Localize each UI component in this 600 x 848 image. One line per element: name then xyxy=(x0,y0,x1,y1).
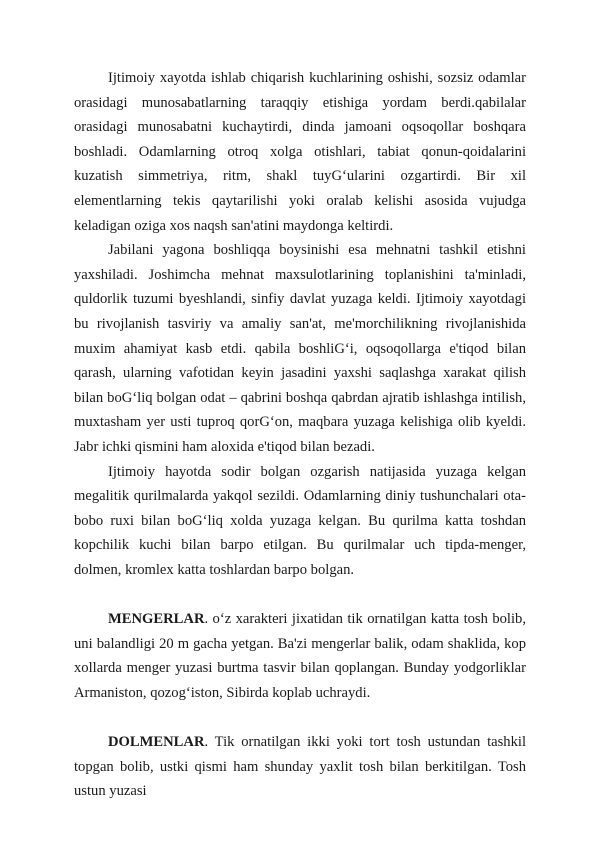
paragraph-text: Ijtimoiy hayotda sodir bolgan ozgarish natijasida yuzaga kelgan megalitik qurilmalarda yakqol sezildi. Odamlarning diniy tushunchalari ota-bobo ruxi bilan boG‘liq xolda yuzaga kelgan. Bu qurilma katta toshdan kopchilik kuchi bilan barpo etilgan. Bu qurilmalar uch tipda-menger, dolmen, kromlex katta toshlardan barpo bolgan. xyxy=(74,463,526,578)
paragraph-text: Jabilani yagona boshliqqa boysinishi esa mehnatni tashkil etishni yaxshiladi. Joshimcha mehnat maxsulotlarining toplanishini ta'minladi, quldorlik tuzumi byeshlandi, sinfiy davlat yuzaga keldi. Ijtimoiy xayotdagi bu rivojlanish tasviriy va amaliy san'at, me'morchilikning rivojlanishida muxim ahamiyat kasb etdi. qabila boshliG‘i, oqsoqollarga e'tiqod bilan qarash, ularning vafotidan keyin jasadini yaxshi saqlashga xarakat qilish bilan boG‘liq bolgan odat – qabrini boshqa qabrdan ajratib ishlashga intilish, muxtasham yer usti tuproq qorG‘on, maqbara yuzaga kelishiga olib kyeldi. Jabr ichki qismini ham aloxida e'tiqod bilan bezadi. xyxy=(74,242,526,455)
paragraph-megalithic xyxy=(74,460,526,583)
paragraph-tribal-leader xyxy=(74,238,526,459)
section-text: . o‘z xarakteri jixatidan tik ornatilgan katta tosh bolib, uni balandligi 20 m gacha yetgan. Ba'zi mengerlar balik, odam shaklida, kop xollarda menger yuzasi burtma tasvir bilan qoplangan. Bunday yodgorliklar Armaniston, qozog‘iston, Sibirda koplab uchraydi. xyxy=(74,611,526,701)
document-body xyxy=(74,66,526,804)
section-menhirs xyxy=(74,607,526,705)
section-dolmens xyxy=(74,730,526,804)
section-heading-dolmens: DOLMENLAR xyxy=(108,734,205,751)
section-spacer xyxy=(74,582,526,607)
paragraph-social-life xyxy=(74,66,526,238)
section-text: . Tik ornatilgan ikki yoki tort tosh ustundan tashkil topgan bolib, ustki qismi ham shunday yaxlit tosh bilan berkitilgan. Tosh ustun yuzasi xyxy=(74,734,526,800)
paragraph-text: Ijtimoiy xayotda ishlab chiqarish kuchlarining oshishi, sozsiz odamlar orasidagi munosabatlarning taraqqiy etishiga yordam berdi.qabilalar orasidagi munosabatni kuchaytirdi, dinda jamoani oqsoqollar boshqara boshladi. Odamlarning otroq xolga otishlari, tabiat qonun-qoidalarini kuzatish simmetriya, ritm, shakl tuyG‘ularini ozgartirdi. Bir xil elementlarning tekis qaytarilishi yoki oralab kelishi asosida vujudga keladigan oziga xos naqsh san'atini maydonga keltirdi. xyxy=(74,70,526,234)
section-spacer xyxy=(74,705,526,730)
section-heading-menhirs: MENGERLAR xyxy=(108,611,205,628)
